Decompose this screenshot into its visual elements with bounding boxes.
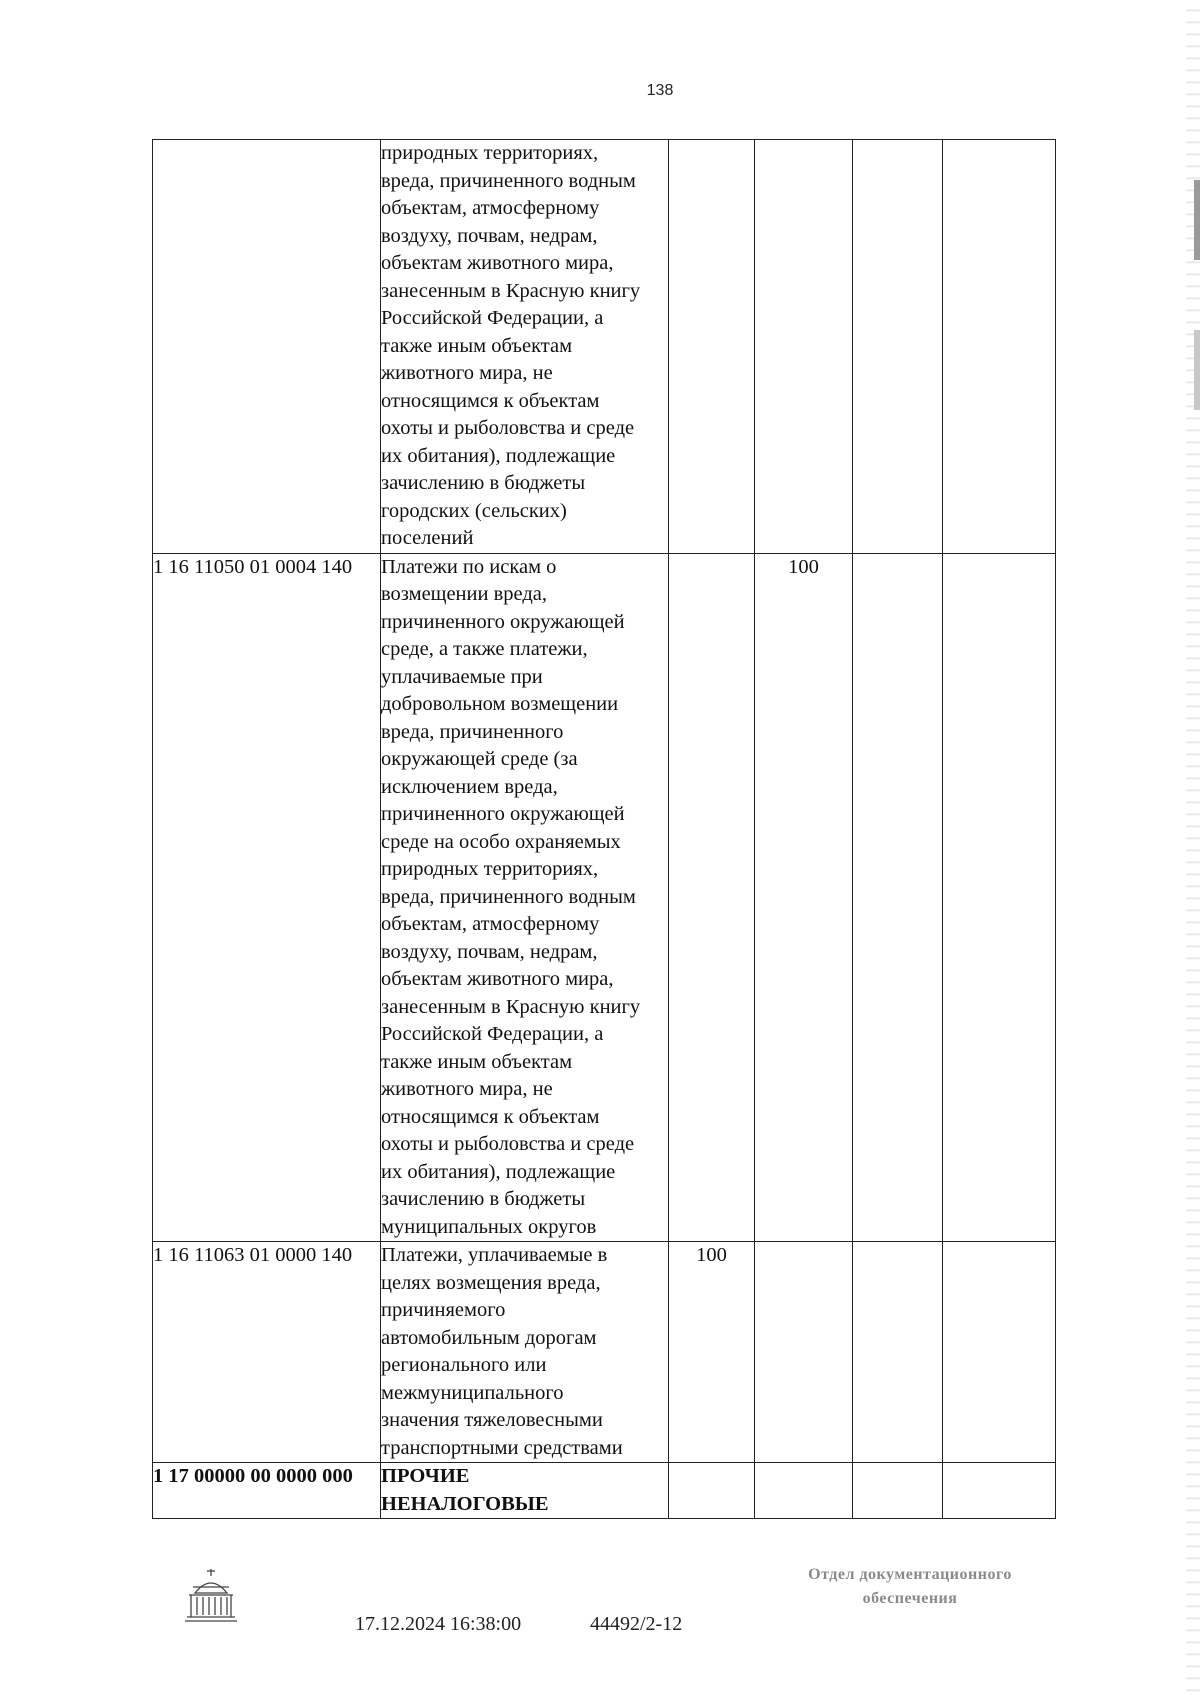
revenue-name-line: городских (сельских) [381, 499, 567, 522]
revenue-name-line: Российской Федерации, а [381, 1023, 604, 1045]
revenue-name-line: вреда, причиненного [381, 720, 564, 743]
percent-cell-col5 [853, 140, 943, 554]
revenue-code-cell: 1 16 11050 01 0004 140 [153, 553, 381, 1242]
revenue-name-line: также иным объектам [381, 334, 573, 357]
revenue-name-line: окружающей среде (за [381, 748, 578, 770]
department-stamp [770, 1563, 1050, 1611]
percent-cell-col6 [943, 1463, 1056, 1519]
scan-mark [1194, 180, 1200, 260]
scan-mark [1194, 330, 1200, 410]
revenue-name-line: их обитания), подлежащие [381, 1160, 616, 1183]
revenue-name-line: охоты и рыболовства и среде [381, 1133, 635, 1155]
revenue-name-line: Платежи по искам о [381, 555, 557, 578]
revenue-name-line: уплачиваемые при [381, 665, 543, 688]
footer-datetime: 17.12.2024 16:38:00 [355, 1613, 522, 1635]
percent-cell-col4 [755, 1242, 853, 1463]
revenue-name-line: объектам животного мира, [381, 252, 614, 274]
revenue-name-line: причиненного окружающей [381, 803, 625, 825]
revenue-name-line: среде на особо охраняемых [381, 830, 621, 853]
table-row [153, 553, 1056, 1242]
revenue-name-line: зачислению в бюджеты [381, 1188, 586, 1210]
revenue-name-line: целях возмещения вреда, [381, 1271, 601, 1294]
revenue-name-line: причиняемого [381, 1299, 506, 1321]
revenue-name-line: добровольном возмещении [381, 693, 619, 715]
revenue-name-line: зачислению в бюджеты [381, 472, 586, 494]
revenue-name-line: природных территориях, [381, 142, 599, 164]
percent-cell-col3 [669, 1463, 755, 1519]
page-number: 138 [646, 82, 674, 99]
revenue-code-cell: 1 16 11063 01 0000 140 [153, 1242, 381, 1463]
revenue-name-line: ПРОЧИЕ [381, 1465, 470, 1487]
revenue-name-line: исключением вреда, [381, 775, 558, 798]
revenue-code-cell: 1 17 00000 00 0000 000 [153, 1463, 381, 1519]
percent-cell-col4: 100 [755, 553, 853, 1242]
table-row [153, 1463, 1056, 1519]
revenue-name-line: муниципальных округов [381, 1215, 597, 1238]
revenue-name-line: объектам животного мира, [381, 968, 614, 990]
revenue-name-cell [381, 1463, 669, 1519]
revenue-name-line: относящимся к объектам [381, 389, 600, 412]
percent-cell-col6 [943, 553, 1056, 1242]
revenue-name-line: автомобильным дорогам [381, 1326, 597, 1349]
percent-cell-col5 [853, 1463, 943, 1519]
percent-cell-col5 [853, 553, 943, 1242]
revenue-name-line: возмещении вреда, [381, 583, 548, 605]
revenue-name-cell [381, 140, 669, 554]
revenue-name-line: их обитания), подлежащие [381, 444, 616, 467]
revenue-name-line: среде, а также платежи, [381, 638, 588, 660]
revenue-name-line: животного мира, не [381, 362, 553, 384]
revenue-name-line: относящимся к объектам [381, 1105, 600, 1128]
revenue-code-cell [153, 140, 381, 554]
revenue-name-cell [381, 1242, 669, 1463]
table-row [153, 1242, 1056, 1463]
budget-revenue-table [152, 139, 1056, 1519]
revenue-name-line: объектам, атмосферному [381, 913, 600, 935]
percent-cell-col6 [943, 140, 1056, 554]
revenue-name-line: вреда, причиненного водным [381, 169, 636, 192]
stamp-line: Отдел документационного [808, 1566, 1012, 1583]
revenue-name-line: охоты и рыболовства и среде [381, 417, 635, 439]
revenue-name-line: занесенным в Красную книгу [381, 995, 641, 1018]
percent-cell-col3: 100 [669, 1242, 755, 1463]
revenue-name-line: вреда, причиненного водным [381, 885, 636, 908]
revenue-name-line: животного мира, не [381, 1078, 553, 1100]
revenue-name-line: природных территориях, [381, 858, 599, 880]
percent-cell-col3 [669, 553, 755, 1242]
percent-cell-col6 [943, 1242, 1056, 1463]
revenue-name-cell [381, 553, 669, 1242]
table-row [153, 140, 1056, 554]
revenue-name-line: объектам, атмосферному [381, 197, 600, 219]
revenue-name-line: Платежи, уплачиваемые в [381, 1244, 608, 1266]
percent-cell-col4 [755, 1463, 853, 1519]
revenue-name-line: регионального или [381, 1354, 547, 1376]
revenue-name-line: транспортными средствами [381, 1436, 623, 1459]
revenue-name-line: НЕНАЛОГОВЫЕ [381, 1492, 549, 1515]
stamp-line: обеспечения [862, 1590, 958, 1607]
percent-cell-col4 [755, 140, 853, 554]
percent-cell-col5 [853, 1242, 943, 1463]
revenue-name-line: воздуху, почвам, недрам, [381, 224, 598, 247]
revenue-name-line: значения тяжеловесными [381, 1409, 603, 1431]
revenue-name-line: воздуху, почвам, недрам, [381, 940, 598, 963]
percent-cell-col3 [669, 140, 755, 554]
revenue-name-line: поселений [381, 527, 474, 549]
revenue-name-line: занесенным в Красную книгу [381, 279, 641, 302]
revenue-name-line: также иным объектам [381, 1050, 573, 1073]
revenue-name-line: межмуниципального [381, 1381, 564, 1404]
revenue-name-line: причиненного окружающей [381, 610, 625, 633]
revenue-name-line: Российской Федерации, а [381, 307, 604, 329]
duma-building-emblem-icon [183, 1567, 239, 1627]
footer-doc-number: 44492/2-12 [590, 1613, 683, 1635]
